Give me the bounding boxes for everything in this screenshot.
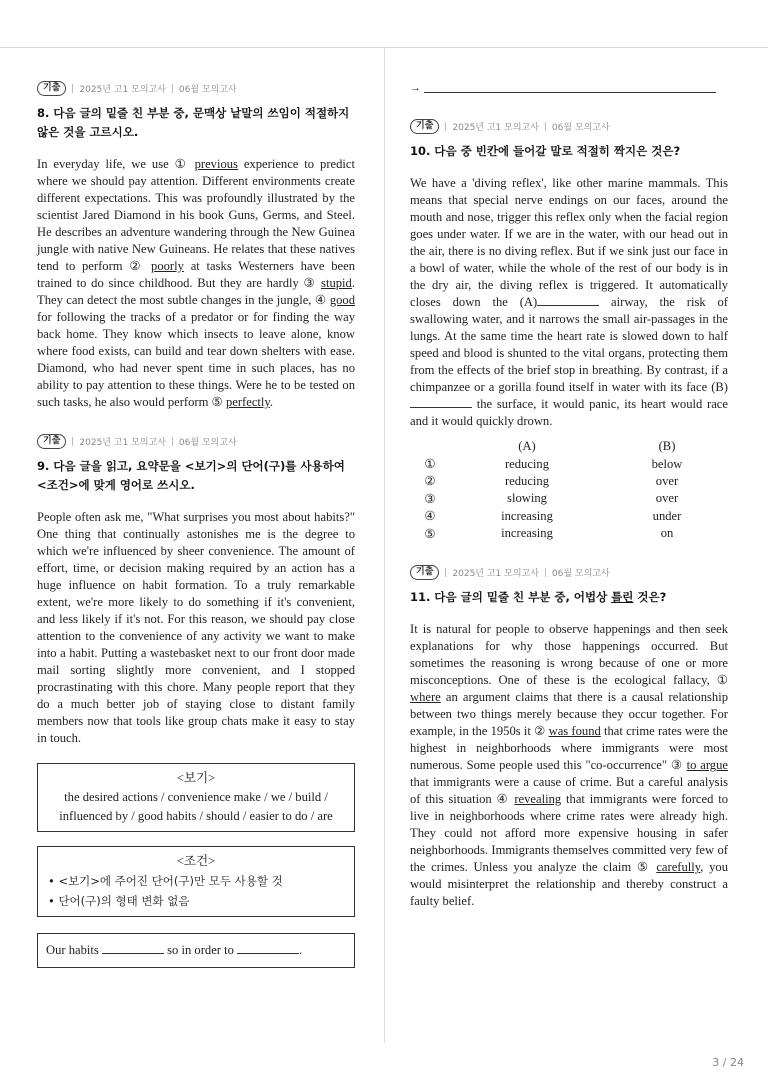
q10-passage	[410, 175, 728, 430]
exam-month: 06월 모의고사	[178, 84, 237, 95]
q8-text-1: In everyday life, we use ①	[37, 157, 195, 171]
q9-tag-row	[37, 433, 355, 449]
q8-passage	[37, 156, 355, 411]
blank-a	[537, 294, 599, 306]
tag-separator	[172, 84, 173, 93]
q8-text-5: for following the tracks of a predator or for finding the way back home. They know which insects to leave alone, know where food exists, can build and tear down shelters with ease. Diamond, who had never spent time in such places, has no ability to pay attention to these things. Were he to be tested on such tasks, he also would perform ⑤	[37, 310, 355, 409]
option-row[interactable]	[418, 525, 722, 542]
q9-passage: People often ask me, "What surprises you most about habits?" One thing that continually astonishes me is the degree to which we're influenced by sheer convenience. The amount of effort, time, or decision making required by an action has a huge influence on habit formation. To a truly remarkable extent, we're more likely to do something if it's convenient, and less likely if it's not. For this reason, we should pay close attention to the convenience of any activity we want to make into a habit. Putting a wastebasket next to our front door made mail sorting slightly more convenient, and I stopped procrastinating with this chore. Many people report that they do a much better job of staying close to distant family members now that tools like group chats make it easy to stay in touch.	[37, 510, 355, 745]
column-divider	[384, 48, 385, 1043]
q11-title	[410, 588, 728, 607]
column-b-header: (B)	[658, 439, 676, 454]
exam-month: 06월 모의고사	[551, 122, 610, 133]
page-number: 3 / 24	[712, 1056, 744, 1069]
option-number: ⑤	[424, 526, 436, 541]
jogeon-heading: <조건>	[176, 854, 216, 868]
summary-box	[37, 933, 355, 968]
q11-title-b: 것은?	[633, 590, 667, 605]
q8-text-6: .	[269, 395, 274, 409]
exam-year: 2025년 고1 모의고사	[452, 122, 539, 133]
option-a: slowing	[507, 491, 547, 506]
summary-text-c: .	[299, 943, 303, 957]
summary-blank[interactable]	[102, 942, 164, 954]
q8-underline-3: stupid	[321, 276, 352, 290]
option-a: reducing	[504, 456, 550, 471]
column-a-header: (A)	[518, 439, 536, 454]
q10-tag-row	[410, 118, 728, 134]
q8-title: 8. 다음 글의 밑줄 친 부분 중, 문맥상 낱말의 쓰임이 적절하지 않은 것을 고르시오.	[37, 106, 350, 139]
past-exam-badge: 기출	[37, 434, 66, 449]
option-row[interactable]	[418, 508, 722, 525]
tag-separator	[445, 568, 446, 577]
q11-underline-3: to argue	[686, 758, 728, 773]
option-number: ④	[424, 509, 436, 524]
summary-text-a: Our habits	[46, 943, 102, 957]
q11-underline-2: was found	[548, 724, 601, 739]
option-a: increasing	[501, 526, 553, 541]
q11-underline-5: carefully	[656, 860, 701, 875]
tag-separator	[545, 122, 546, 131]
q11-text-6: , you would misinterpret the relationship and thereby construct a faulty belief.	[410, 860, 728, 909]
bogi-box	[37, 763, 355, 832]
q8-underline-1: previous	[194, 157, 238, 171]
q8-text-4: . They can detect the most subtle changes in the jungle, ④	[37, 276, 355, 307]
option-b: on	[660, 526, 674, 541]
answer-options-table	[418, 438, 722, 542]
q11-title-underline: 틀린	[611, 590, 634, 605]
option-number: ①	[424, 457, 436, 472]
q8-text-3: at tasks Westerners have been trained to do since childhood. But they are hardly ③	[37, 259, 355, 290]
jogeon-box	[37, 846, 355, 917]
q10-title: 10. 다음 중 빈칸에 들어갈 말로 적절히 짝지은 것은?	[410, 144, 681, 158]
q11-underline-1: where	[410, 690, 441, 705]
q11-text-4: that immigrants were a cause of crime. But a careful analysis of this situation ④	[410, 775, 728, 807]
option-number: ②	[424, 474, 436, 489]
option-a: reducing	[504, 473, 550, 488]
q11-text-5: that immigrants were forced to live in neighborhoods where crime rates were already high. They could not afford more expensive housing in safer neighborhoods. Immigrants themselves committed very few of the crimes. Unless you analyze the claim ⑤	[410, 792, 729, 875]
q8-text-2: experience to predict where we should pay attention. Different environments create different expectations. This was profoundly illustrated by the scientist Jared Diamond in his book Guns, Germs, and Steel. He describes an adventure wandering through the New Guinea jungle with native New Guineans. He relates that these natives tend to perform ②	[37, 157, 355, 273]
bogi-heading: <보기>	[176, 771, 216, 785]
q10-text-3: the surface, it would panic, its heart would race and it would quickly drown.	[410, 397, 728, 428]
past-exam-badge: 기출	[37, 81, 66, 96]
blank-b	[410, 396, 472, 408]
q11-text-3: that crime rates were the highest in neighborhoods where immigrants were most numerous. Some people used this "co-occurrence" ③	[410, 724, 728, 773]
past-exam-badge: 기출	[410, 119, 439, 134]
answer-line[interactable]	[424, 84, 716, 93]
option-b: over	[655, 473, 679, 488]
option-a: increasing	[501, 508, 553, 523]
tag-separator	[172, 437, 173, 446]
jogeon-item: • 단어(구)의 형태 변화 없음	[48, 894, 190, 908]
q11-passage	[410, 621, 728, 910]
bogi-words: the desired actions / convenience make / we / build / influenced by / good habits / should / easier to do / are	[59, 790, 333, 823]
option-number: ③	[424, 491, 436, 506]
q11-underline-4: revealing	[514, 792, 562, 807]
q11-text-2: an argument claims that there is a causal relationship between two things merely because they occur together. For example, in the 1950s it ②	[410, 690, 728, 739]
q11-text-1: It is natural for people to observe happenings and then seek explanations for why those happenings occurred. But sometimes the reasoning is wrong because of one or more misconceptions. One of these is the ecological fallacy, ①	[410, 622, 728, 688]
q8-underline-2: poorly	[151, 259, 184, 273]
q8-underline-4: good	[329, 293, 355, 307]
answer-line-row	[410, 80, 728, 96]
option-row[interactable]	[418, 455, 722, 472]
q8-tag-row	[37, 80, 355, 96]
options-header	[418, 438, 722, 455]
q10-text-2: airway, the risk of swallowing water, and it narrows the small air-passages in the lungs. At the same time the heart rate is slowed down to half speed and blood is shunted to the vital organs, protecting them from the effects of the brief stop in breathing. By contrast, if a chimpanzee or a gorilla found itself in water with its face (B)	[410, 295, 728, 394]
option-b: below	[651, 456, 683, 471]
q11-title-a: 11. 다음 글의 밑줄 친 부분 중, 어법상	[410, 590, 612, 605]
option-b: under	[652, 508, 682, 523]
option-row[interactable]	[418, 490, 722, 507]
summary-text-b: so in order to	[163, 943, 238, 957]
tag-separator	[545, 568, 546, 577]
jogeon-item: • <보기>에 주어진 단어(구)만 모두 사용할 것	[48, 874, 283, 888]
tag-separator	[72, 84, 73, 93]
exam-month: 06월 모의고사	[178, 437, 237, 448]
summary-blank[interactable]	[237, 942, 299, 954]
right-column	[410, 80, 728, 910]
option-row[interactable]	[418, 473, 722, 490]
left-column	[37, 80, 355, 968]
q8-underline-5: perfectly	[225, 395, 270, 409]
past-exam-badge: 기출	[410, 565, 439, 580]
tag-separator	[445, 122, 446, 131]
q9-title: 9. 다음 글을 읽고, 요약문을 <보기>의 단어(구)를 사용하여 <조건>에 맞게 영어로 쓰시오.	[37, 459, 345, 492]
exam-year: 2025년 고1 모의고사	[79, 437, 166, 448]
arrow-icon: →	[410, 82, 421, 94]
option-b: over	[655, 491, 679, 506]
exam-year: 2025년 고1 모의고사	[452, 568, 539, 579]
tag-separator	[72, 437, 73, 446]
q11-tag-row	[410, 564, 728, 580]
exam-month: 06월 모의고사	[551, 568, 610, 579]
exam-year: 2025년 고1 모의고사	[79, 84, 166, 95]
q10-text-1: We have a 'diving reflex', like other marine mammals. This means that special nerve endings on our faces, around the mouth and nose, trigger this reflex only when the facial region goes under water. If we are in the water, with our head out in the air, there is no diving reflex. But if we sink just our face in a bowl of water, while the whole of the rest of our body is in the dry air, the diving reflex is triggered. It automatically closes down the (A)	[410, 176, 728, 309]
